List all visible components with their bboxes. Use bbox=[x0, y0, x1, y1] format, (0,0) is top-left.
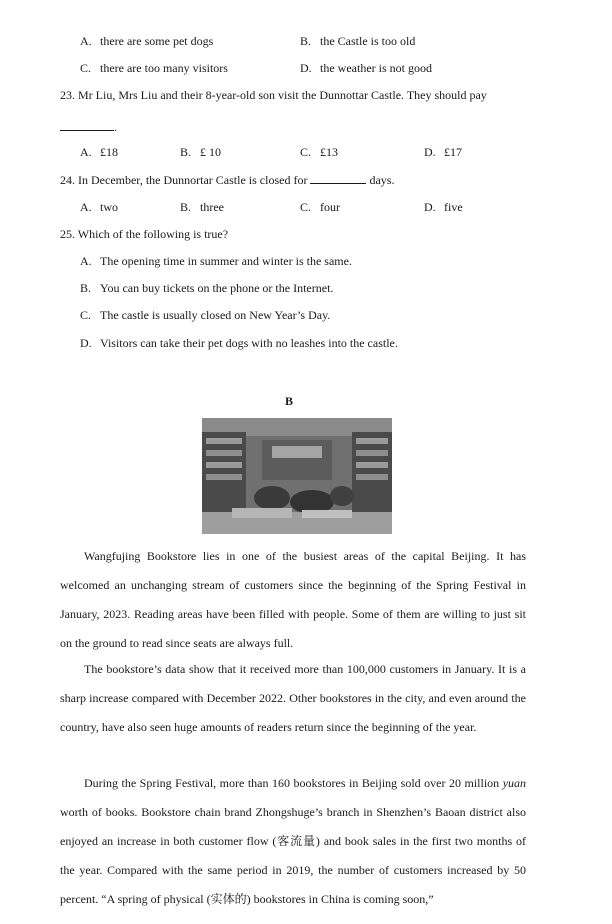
bookstore-photo bbox=[202, 418, 392, 534]
option-letter: C. bbox=[80, 61, 92, 75]
option-letter: C. bbox=[80, 308, 92, 322]
option-letter: A. bbox=[80, 254, 92, 268]
q25-option-c bbox=[80, 308, 330, 323]
passage-paragraph-3 bbox=[60, 769, 526, 914]
q23-stem: 23. Mr Liu, Mrs Liu and their 8-year-old son visit the Dunnottar Castle. They should pay bbox=[60, 88, 487, 102]
q22-option-a bbox=[80, 34, 213, 49]
option-letter: A. bbox=[80, 145, 92, 159]
option-text: £17 bbox=[444, 145, 462, 159]
option-text: £ 10 bbox=[200, 145, 221, 159]
answer-blank bbox=[60, 118, 114, 131]
q23-answer-line bbox=[60, 118, 117, 135]
option-letter: B. bbox=[80, 281, 92, 295]
option-text: You can buy tickets on the phone or the Internet. bbox=[100, 281, 334, 295]
answer-blank bbox=[310, 173, 366, 184]
option-letter: D. bbox=[80, 336, 92, 350]
q22-option-d bbox=[300, 61, 432, 76]
q22-option-b bbox=[300, 34, 415, 49]
option-letter: D. bbox=[300, 61, 312, 75]
option-letter: A. bbox=[80, 34, 92, 48]
q25-stem: 25. Which of the following is true? bbox=[60, 227, 229, 241]
option-text: The opening time in summer and winter is the same. bbox=[100, 254, 352, 268]
q23-end-mark: . bbox=[114, 120, 117, 134]
q24-option-c bbox=[300, 200, 340, 215]
q23-option-b bbox=[180, 145, 221, 160]
paragraph-3-rest: worth of books. Bookstore chain brand Zhongshuge’s branch in Shenzhen’s Baoan district also enjoyed an increase in both customer flow (客流量) and book sales in the first two months of the year. Compared with the same period in 2019, the number of customers increased by 50 percent. “A spring of physical (实体的) bookstores in China is coming soon,” bbox=[60, 805, 526, 906]
currency-word: yuan bbox=[502, 776, 527, 790]
option-letter: C. bbox=[300, 145, 312, 159]
q22-option-c bbox=[80, 61, 228, 76]
option-text: two bbox=[100, 200, 118, 214]
option-text: the Castle is too old bbox=[320, 34, 416, 48]
option-text: five bbox=[444, 200, 463, 214]
q23-option-a bbox=[80, 145, 118, 160]
q23-option-d bbox=[424, 145, 462, 160]
option-letter: B. bbox=[180, 145, 192, 159]
q24-stem-after: days. bbox=[369, 173, 395, 187]
option-letter: D. bbox=[424, 200, 436, 214]
q23-option-c bbox=[300, 145, 338, 160]
q24-option-d bbox=[424, 200, 463, 215]
option-letter: B. bbox=[180, 200, 192, 214]
option-text: three bbox=[200, 200, 224, 214]
bookstore-photo-graphic bbox=[202, 418, 392, 534]
q24-stem bbox=[60, 173, 394, 188]
q25-option-a bbox=[80, 254, 352, 269]
option-text: The castle is usually closed on New Year’s Day. bbox=[100, 308, 331, 322]
option-text: £18 bbox=[100, 145, 118, 159]
passage-paragraph-1: Wangfujing Bookstore lies in one of the busiest areas of the capital Beijing. It has welcomed an unchanging stream of customers since the beginning of the Spring Festival in January, 2023. Reading areas have been filled with people. Some of them are willing to just sit on the ground to read since seats are always full. bbox=[60, 549, 526, 650]
option-text: Visitors can take their pet dogs with no leashes into the castle. bbox=[100, 336, 398, 350]
option-text: there are some pet dogs bbox=[100, 34, 214, 48]
option-letter: D. bbox=[424, 145, 436, 159]
option-text: £13 bbox=[320, 145, 338, 159]
paragraph-3-start: During the Spring Festival, more than 160 bookstores in Beijing sold over 20 million bbox=[84, 776, 500, 790]
passage-paragraph-2: The bookstore’s data show that it received more than 100,000 customers in January. It is a sharp increase compared with December 2022. Other bookstores in the city, and even around the country, have also seen huge amounts of readers return since the beginning of the year. bbox=[60, 662, 526, 734]
option-text: the weather is not good bbox=[320, 61, 432, 75]
option-text: four bbox=[320, 200, 340, 214]
q24-option-b bbox=[180, 200, 224, 215]
q24-stem-before: 24. In December, the Dunnortar Castle is closed for bbox=[60, 173, 308, 187]
option-letter: C. bbox=[300, 200, 312, 214]
option-letter: A. bbox=[80, 200, 92, 214]
section-title: B bbox=[285, 394, 294, 408]
q25-option-b bbox=[80, 281, 333, 296]
option-letter: B. bbox=[300, 34, 312, 48]
q24-option-a bbox=[80, 200, 118, 215]
q25-option-d bbox=[80, 336, 398, 351]
option-text: there are too many visitors bbox=[100, 61, 228, 75]
